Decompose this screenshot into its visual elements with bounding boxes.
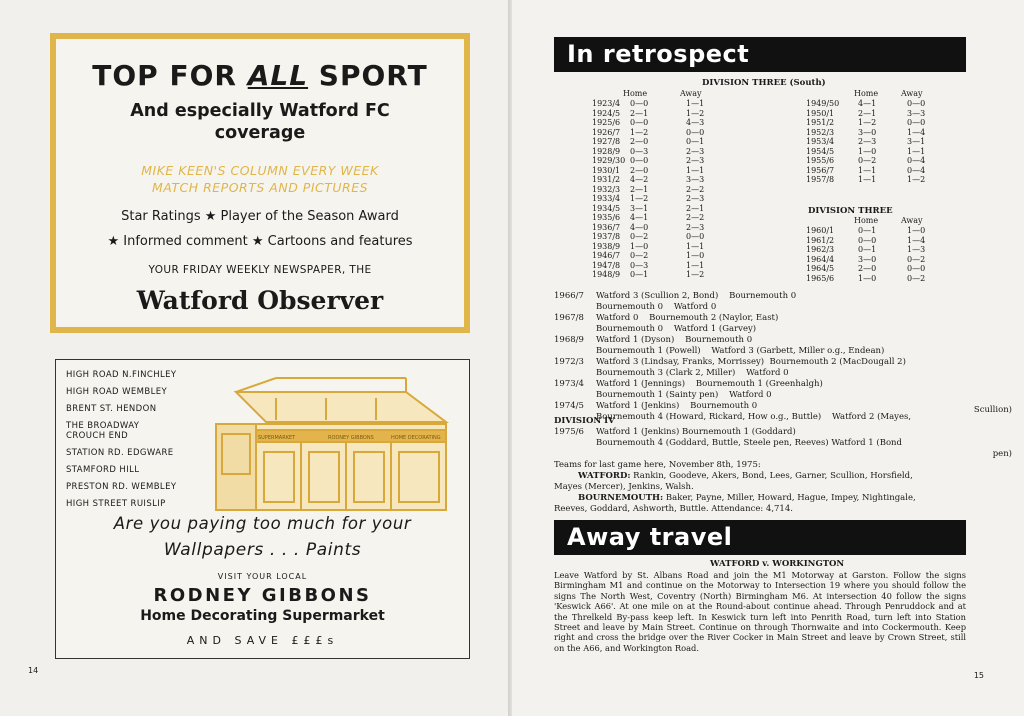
col-home-right: Home xyxy=(854,89,879,98)
result-line: Watford 1 (Jennings) Bournemouth 1 (Greenhalgh) xyxy=(596,379,823,389)
result-line: Watford 1 (Jenkins) Bournemouth 0 xyxy=(596,401,758,411)
store-location: HIGH ROAD N.FINCHLEY xyxy=(66,370,177,380)
div4-season: 1975/6 xyxy=(554,427,584,437)
save-line: AND SAVE £££s xyxy=(186,634,339,647)
result-line: Watford 3 (Scullion 2, Bond) Bournemouth 0 xyxy=(596,291,797,301)
watford-team-line xyxy=(578,471,913,482)
store-locations-list xyxy=(66,370,206,516)
div3-seasons: 1960/1 1961/2 1962/3 1964/4 1964/5 1965/6 xyxy=(806,226,835,283)
div4-heading: DIVISION IV xyxy=(554,416,615,426)
headline-emphasis: ALL xyxy=(247,59,309,92)
div3-heading: DIVISION THREE xyxy=(808,206,893,216)
page-number-right: 15 xyxy=(973,671,984,680)
result-season: 1974/5 xyxy=(554,401,584,411)
bournemouth-line-1: Baker, Payne, Miller, Howard, Hague, Impey, Nightingale, xyxy=(663,493,916,503)
teams-intro: Teams for last game here, November 8th, 1975: xyxy=(554,460,761,470)
watford-observer-ad xyxy=(50,33,470,333)
bournemouth-label: BOURNEMOUTH: xyxy=(578,493,664,503)
result-season: 1967/8 xyxy=(554,313,584,323)
result-line: Watford 0 Bournemouth 2 (Naylor, East) xyxy=(596,313,779,323)
result-season: 1968/9 xyxy=(554,335,584,345)
div3s-right-home: 4—1 2—1 1—2 3—0 2—3 1—0 0—2 1—1 1—1 xyxy=(858,99,877,184)
bournemouth-line-2: Reeves, Goddard, Ashworth, Buttle. Attendance: 4,714. xyxy=(554,504,793,514)
headline-post: SPORT xyxy=(308,59,428,92)
retrospect-banner: In retrospect xyxy=(554,37,966,72)
div3-away: 1—0 1—4 1—3 0—2 0—0 0—2 xyxy=(907,226,926,283)
result-line: Bournemouth 3 (Clark 2, Miller) Watford 0 xyxy=(596,368,789,378)
supermarket-line: Home Decorating Supermarket xyxy=(140,608,385,624)
subhead-line-2: coverage xyxy=(214,123,306,143)
col-home-left: Home xyxy=(623,89,648,98)
result-season: 1972/3 xyxy=(554,357,584,367)
result-line: Bournemouth 4 (Howard, Rickard, How o.g., Buttle) Watford 2 (Mayes, xyxy=(596,412,912,422)
rodney-brand: RODNEY GIBBONS xyxy=(153,585,372,606)
sign-home-decorating: HOME DECORATING xyxy=(391,435,441,441)
result-line: Bournemouth 0 Watford 1 (Garvey) xyxy=(596,324,757,334)
column-line-2: MATCH REPORTS AND PICTURES xyxy=(151,180,369,195)
ad-headline xyxy=(56,59,464,92)
observer-masthead: Watford Observer xyxy=(136,286,384,315)
friday-line: YOUR FRIDAY WEEKLY NEWSPAPER, THE xyxy=(148,264,372,276)
scullion-wrap: Scullion) xyxy=(973,405,1012,415)
features-line-1: Star Ratings ★ Player of the Season Award xyxy=(121,209,399,224)
store-location: BRENT ST. HENDON xyxy=(66,404,157,414)
rodney-gibbons-ad xyxy=(55,359,470,659)
away-directions: Leave Watford by St. Albans Road and join the M1 Motorway at Garston. Follow the signs Birmingham M1 and continue on the Motorway to Intersection 19 where you should follow the signs The North West, Coventry (North) Birmingham M6. At intersection 40 follow the signs 'Keswick A66'. At one mile on at the Round-about continue ahead. Through Penruddock and at the Threlkeld By-pass keep left. In Keswick turn left into Penrith Road, turn left into Station Street and leave by Main Street. Continue on through Thornwaite and into Cockermouth. Keep right and cross the bridge over the River Cocker in Main Street and leave by Crown Street, still on the A66, and Workington Road. xyxy=(554,570,966,653)
watford-line-1: Rankin, Goodeve, Akers, Bond, Lees, Garner, Scullion, Horsfield, xyxy=(630,471,913,481)
div3-home: 0—1 0—0 0—1 3—0 2—0 1—0 xyxy=(858,226,877,283)
col-away-left: Away xyxy=(680,89,702,98)
div3-south-heading: DIVISION THREE (South) xyxy=(702,78,826,88)
shop-illustration xyxy=(206,372,456,512)
div3s-left-away: 1—1 1—2 4—3 0—0 0—1 2—3 2—3 1—1 3—3 2—2 2—3 2—1 2—2 2—3 0—0 1—1 1—0 1—1 1—2 xyxy=(686,99,705,279)
result-season: 1973/4 xyxy=(554,379,584,389)
col-away-right: Away xyxy=(901,89,923,98)
page-number-left: 14 xyxy=(28,666,39,675)
div3s-left-home: 0—0 2—1 0—0 1—2 2—0 0—3 0—0 2—0 4—2 2—1 1—2 3—1 4—1 4—0 0—2 1—0 0—2 0—3 0—1 xyxy=(630,99,649,279)
headline-pre: TOP FOR xyxy=(92,59,248,92)
store-location: HIGH ROAD WEMBLEY xyxy=(66,387,168,397)
question-line-1: Are you paying too much for your xyxy=(113,514,412,533)
div3s-right-seasons: 1949/50 1950/1 1951/2 1952/3 1953/4 1954/5 1955/6 1956/7 1957/8 xyxy=(806,99,840,184)
watford-label: WATFORD: xyxy=(578,471,631,481)
right-page xyxy=(512,0,1024,716)
features-line-2: ★ Informed comment ★ Cartoons and features xyxy=(107,234,413,249)
result-line: Watford 1 (Dyson) Bournemouth 0 xyxy=(596,335,753,345)
away-heading: WATFORD v. WORKINGTON xyxy=(710,559,845,569)
column-promo xyxy=(56,162,464,196)
store-location: THE BROADWAY CROUCH END xyxy=(66,421,140,441)
visit-line: VISIT YOUR LOCAL xyxy=(217,572,308,581)
div4-line-2: Bournemouth 4 (Goddard, Buttle, Steele pen, Reeves) Watford 1 (Bond xyxy=(596,438,902,448)
div3-col-home: Home xyxy=(854,216,879,225)
store-location: STAMFORD HILL xyxy=(66,465,140,475)
div3s-left-seasons: 1923/4 1924/5 1925/6 1926/7 1927/8 1928/9 1929/30 1930/1 1931/2 1932/3 1933/4 1934/5 1935/6 1936/7 1937/8 1938/9 1946/7 1947/8 1948/9 xyxy=(592,99,626,279)
div3-col-away: Away xyxy=(901,216,923,225)
bmth-team-line xyxy=(578,493,916,504)
result-season: 1966/7 xyxy=(554,291,584,301)
question-line-2: Wallpapers . . . Paints xyxy=(163,540,362,560)
watford-line-2: Mayes (Mercer), Jenkins, Walsh. xyxy=(554,482,694,492)
away-travel-banner: Away travel xyxy=(554,520,966,555)
ad-subhead xyxy=(56,100,464,144)
store-location: PRESTON RD. WEMBLEY xyxy=(66,482,177,492)
sign-supermarket: SUPERMARKET xyxy=(258,435,296,441)
result-line: Watford 3 (Lindsay, Franks, Morrissey) Bournemouth 2 (MacDougall 2) xyxy=(596,357,906,367)
store-location: STATION RD. EDGWARE xyxy=(66,448,174,458)
sign-rodney-gibbons: RODNEY GIBBONS xyxy=(328,435,374,441)
column-line-1: MIKE KEEN'S COLUMN EVERY WEEK xyxy=(141,163,379,178)
result-line: Bournemouth 0 Watford 0 xyxy=(596,302,717,312)
div3s-right-away: 0—0 3—3 0—0 1—4 3—1 1—1 0—4 0—4 1—2 xyxy=(907,99,926,184)
result-line: Bournemouth 1 (Sainty pen) Watford 0 xyxy=(596,390,772,400)
pen-wrap: pen) xyxy=(992,449,1012,459)
div4-line-1: Watford 1 (Jenkins) Bournemouth 1 (Goddard) xyxy=(596,427,796,437)
result-line: Bournemouth 1 (Powell) Watford 3 (Garbett, Miller o.g., Endean) xyxy=(596,346,885,356)
subhead-line-1: And especially Watford FC xyxy=(130,101,390,121)
store-location: HIGH STREET RUISLIP xyxy=(66,499,166,509)
